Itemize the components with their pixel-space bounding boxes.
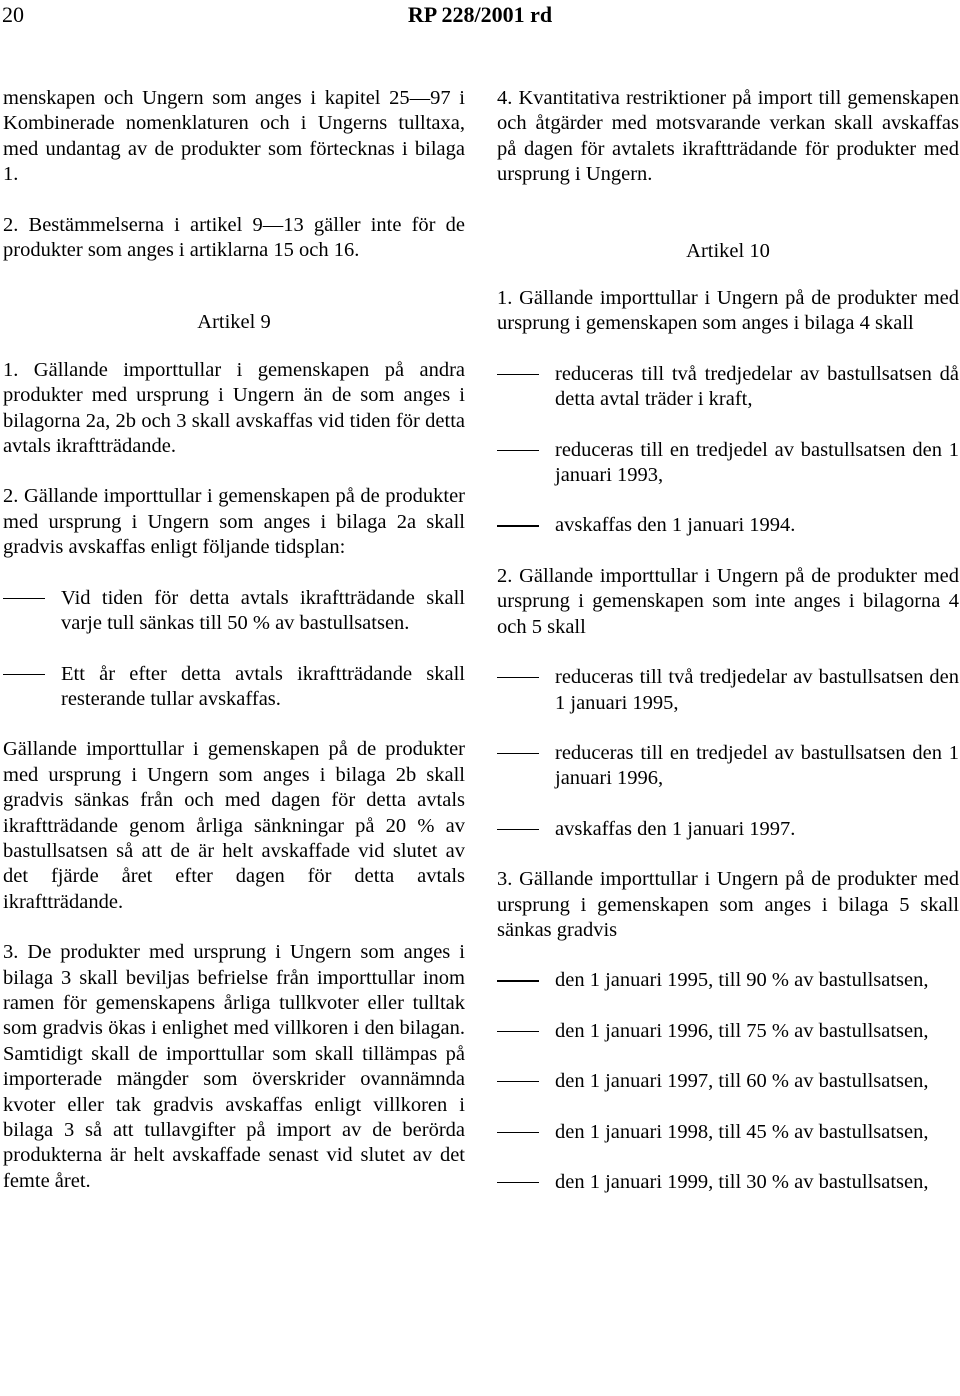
dash-marker — [497, 1132, 539, 1133]
paragraph-article9-1: 1. Gällande importtullar i gemenskapen på andra produkter med ursprung i Ungern än de som anges i bilagorna 2a, 2b och 3 skall avskaffas vid tiden för detta avtals ikraftträdande. — [3, 358, 465, 458]
list-item — [497, 817, 959, 842]
dash-marker — [497, 980, 539, 981]
dash-marker — [497, 1081, 539, 1082]
list-item — [497, 1019, 959, 1044]
paragraph-bilaga-2b: Gällande importtullar i gemenskapen på de produkter med ursprung i Ungern som anges i bilaga 2b skall gradvis sänkas från och med dagen för detta avtals ikraftträdande genom årliga sänkningar på 20 % av bastullsatsen så att de är helt avskaffade vid slutet av det fjärde året efter dagen för detta avtals ikraftträdande. — [3, 738, 465, 913]
dash-marker — [497, 753, 539, 754]
list-item — [497, 513, 959, 538]
right-column — [497, 86, 959, 1220]
list-item-text: Vid tiden för detta avtals ikraftträdande skall varje tull sänkas till 50 % av bastullsatsen. — [61, 586, 465, 635]
list-item — [497, 438, 959, 489]
dash-marker — [3, 674, 45, 675]
list-item — [497, 741, 959, 792]
dash-marker — [497, 1031, 539, 1032]
paragraph-article8-2: 2. Bestämmelserna i artikel 9—13 gäller inte för de produkter som anges i artiklarna 15 och 16. — [3, 213, 465, 262]
dash-marker — [497, 677, 539, 678]
list-item — [3, 662, 465, 713]
list-item-text: den 1 januari 1998, till 45 % av bastullsatsen, — [555, 1120, 929, 1143]
paragraph-article10-3: 3. Gällande importtullar i Ungern på de produkter med ursprung i gemenskapen som anges i bilaga 5 skall sänkas gradvis — [497, 868, 959, 941]
page-number: 20 — [2, 2, 24, 27]
dash-marker — [497, 1182, 539, 1183]
dash-marker — [3, 598, 45, 599]
list-item-text: reduceras till en tredjedel av bastullsatsen den 1 januari 1996, — [555, 741, 959, 790]
paragraph-article9-4: 4. Kvantitativa restriktioner på import till gemenskapen och åtgärder med motsvarande verkan skall avskaffas på dagen för avtalets ikraftträdande för produkter med ursprung i Ungern. — [497, 87, 959, 186]
list-item — [3, 586, 465, 637]
list-item — [497, 1120, 959, 1145]
paragraph-article10-1: 1. Gällande importtullar i Ungern på de produkter med ursprung i gemenskapen som anges i bilaga 4 skall — [497, 287, 959, 335]
paragraph-article10-2: 2. Gällande importtullar i Ungern på de produkter med ursprung i gemenskapen som inte anges i bilagorna 4 och 5 skall — [497, 564, 959, 638]
dash-marker — [497, 829, 539, 830]
list-item-text: avskaffas den 1 januari 1994. — [555, 514, 796, 537]
list-item — [497, 665, 959, 716]
list-item-text: reduceras till två tredjedelar av bastullsatsen den 1 januari 1995, — [555, 666, 959, 714]
list-item-text: den 1 januari 1997, till 60 % av bastullsatsen, — [555, 1070, 929, 1093]
document-id: RP 228/2001 rd — [407, 2, 553, 27]
dash-marker — [497, 374, 539, 375]
heading-artikel-10: Artikel 10 — [686, 239, 770, 262]
page-header — [0, 2, 960, 30]
list-item — [497, 968, 959, 993]
list-item-text: avskaffas den 1 januari 1997. — [555, 817, 796, 840]
list-item-text: reduceras till två tredjedelar av bastullsatsen då detta avtal träder i kraft, — [555, 362, 959, 411]
list-item-text: Ett år efter detta avtals ikraftträdande skall resterande tullar avskaffas. — [61, 662, 465, 710]
list-item — [497, 362, 959, 413]
dash-marker — [497, 525, 539, 526]
list-item-text: den 1 januari 1996, till 75 % av bastullsatsen, — [555, 1019, 929, 1042]
list-item-text: den 1 januari 1995, till 90 % av bastullsatsen, — [555, 969, 929, 992]
list-item-text: reduceras till en tredjedel av bastullsatsen den 1 januari 1993, — [555, 438, 959, 487]
left-column — [3, 86, 465, 1219]
heading-artikel-9: Artikel 9 — [197, 311, 271, 334]
paragraph-article9-2: 2. Gällande importtullar i gemenskapen på de produkter med ursprung i Ungern som anges i bilaga 2a skall gradvis avskaffas enligt följande tidsplan: — [3, 485, 465, 559]
dash-marker — [497, 450, 539, 451]
list-item-text: den 1 januari 1999, till 30 % av bastullsatsen, — [555, 1170, 929, 1193]
paragraph-continuation: menskapen och Ungern som anges i kapitel 25—97 i Kombinerade nomenklaturen och i Ungerns tulltaxa, med undantag av de produkter som förtecknas i bilaga 1. — [3, 87, 465, 186]
list-item — [497, 1069, 959, 1094]
paragraph-article9-3: 3. De produkter med ursprung i Ungern som anges i bilaga 3 skall beviljas befrielse från importtullar inom ramen för gemenskapens årliga tullkvoter eller tulltak som gradvis ökas i enlighet med villkoren i den bilagan. Samtidigt skall de importtullar som skall tillämpas på importerade mängder som överskrider ovannämnda kvoter eller tak gradvis avskaffas enligt villkoren i bilaga 3 så att tullavgifter på import av de berörda produkterna är helt avskaffade senast vid slutet av det femte året. — [3, 941, 465, 1192]
list-item — [497, 1170, 959, 1195]
